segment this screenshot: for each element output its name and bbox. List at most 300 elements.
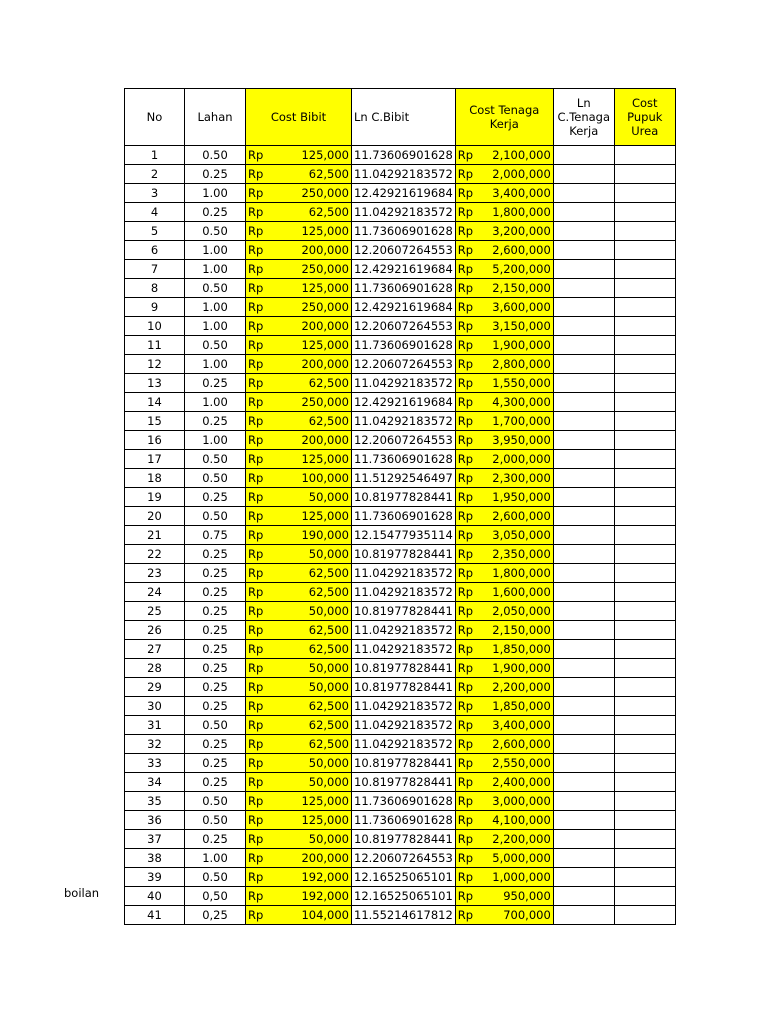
cell-no[interactable]: 30: [125, 697, 185, 716]
cell-cost-pupuk-urea[interactable]: [614, 488, 675, 507]
cell-no[interactable]: 4: [125, 203, 185, 222]
cell-ln-tenaga-kerja[interactable]: [553, 526, 614, 545]
cell-no[interactable]: 12: [125, 355, 185, 374]
cell-lahan[interactable]: 1.00: [185, 393, 246, 412]
cell-cost-pupuk-urea[interactable]: [614, 735, 675, 754]
cell-no[interactable]: 35: [125, 792, 185, 811]
cell-ln-bibit[interactable]: 11.04292183572: [352, 735, 456, 754]
cell-cost-pupuk-urea[interactable]: [614, 773, 675, 792]
table-row: [125, 754, 676, 773]
cell-cost-tenaga-kerja[interactable]: [455, 716, 553, 735]
cell-cost-tenaga-kerja[interactable]: [455, 621, 553, 640]
cell-no[interactable]: 23: [125, 564, 185, 583]
cell-no[interactable]: 28: [125, 659, 185, 678]
cell-lahan[interactable]: 0.50: [185, 450, 246, 469]
cell-ln-tenaga-kerja[interactable]: [553, 716, 614, 735]
cell-ln-bibit[interactable]: 10.81977828441: [352, 488, 456, 507]
cell-lahan[interactable]: 0.50: [185, 811, 246, 830]
cell-lahan[interactable]: 0.25: [185, 374, 246, 393]
cell-no[interactable]: 1: [125, 146, 185, 165]
cell-cost-pupuk-urea[interactable]: [614, 526, 675, 545]
cell-lahan[interactable]: 0.25: [185, 621, 246, 640]
cell-cost-pupuk-urea[interactable]: [614, 564, 675, 583]
cell-ln-bibit[interactable]: 11.04292183572: [352, 716, 456, 735]
cell-cost-tenaga-kerja[interactable]: [455, 298, 553, 317]
cell-cost-bibit[interactable]: [246, 298, 352, 317]
cell-cost-tenaga-kerja[interactable]: [455, 906, 553, 925]
cell-ln-tenaga-kerja[interactable]: [553, 165, 614, 184]
cell-cost-tenaga-kerja[interactable]: [455, 659, 553, 678]
cell-lahan[interactable]: 0.25: [185, 564, 246, 583]
cell-ln-tenaga-kerja[interactable]: [553, 659, 614, 678]
cell-no[interactable]: 7: [125, 260, 185, 279]
cell-ln-tenaga-kerja[interactable]: [553, 374, 614, 393]
currency-label: Rp: [457, 167, 474, 181]
cell-lahan[interactable]: 0.50: [185, 507, 246, 526]
cell-ln-bibit[interactable]: 11.73606901628: [352, 222, 456, 241]
cell-ln-bibit[interactable]: 12.42921619684: [352, 260, 456, 279]
cell-ln-bibit[interactable]: 11.73606901628: [352, 336, 456, 355]
cell-ln-tenaga-kerja[interactable]: [553, 849, 614, 868]
cell-no[interactable]: 20: [125, 507, 185, 526]
cell-ln-tenaga-kerja[interactable]: [553, 868, 614, 887]
cell-ln-tenaga-kerja[interactable]: [553, 488, 614, 507]
cell-no[interactable]: 29: [125, 678, 185, 697]
cell-no[interactable]: 6: [125, 241, 185, 260]
cell-lahan[interactable]: 1.00: [185, 849, 246, 868]
cell-lahan[interactable]: 0.25: [185, 754, 246, 773]
cell-cost-bibit[interactable]: [246, 849, 352, 868]
cell-lahan[interactable]: 0.50: [185, 716, 246, 735]
cell-cost-pupuk-urea[interactable]: [614, 792, 675, 811]
cell-ln-bibit[interactable]: 12.42921619684: [352, 393, 456, 412]
cell-cost-bibit[interactable]: [246, 716, 352, 735]
cell-cost-bibit[interactable]: [246, 773, 352, 792]
cell-cost-tenaga-kerja[interactable]: [455, 830, 553, 849]
cell-no[interactable]: 19: [125, 488, 185, 507]
cell-cost-pupuk-urea[interactable]: [614, 811, 675, 830]
cell-no[interactable]: 33: [125, 754, 185, 773]
cell-lahan[interactable]: 0.50: [185, 469, 246, 488]
cost-tenaga-value: 3,950,000: [492, 433, 551, 447]
cell-lahan[interactable]: 1.00: [185, 298, 246, 317]
currency-label: Rp: [248, 186, 264, 200]
cell-ln-bibit[interactable]: 12.42921619684: [352, 298, 456, 317]
currency-label: Rp: [248, 452, 264, 466]
cell-no[interactable]: 10: [125, 317, 185, 336]
cell-ln-tenaga-kerja[interactable]: [553, 317, 614, 336]
cell-cost-pupuk-urea[interactable]: [614, 868, 675, 887]
cell-cost-bibit[interactable]: [246, 355, 352, 374]
cell-ln-tenaga-kerja[interactable]: [553, 355, 614, 374]
cell-cost-tenaga-kerja[interactable]: [455, 488, 553, 507]
cell-cost-bibit[interactable]: [246, 412, 352, 431]
cell-cost-pupuk-urea[interactable]: [614, 469, 675, 488]
cell-cost-bibit[interactable]: [246, 241, 352, 260]
cell-lahan[interactable]: 1.00: [185, 355, 246, 374]
cell-cost-tenaga-kerja[interactable]: [455, 773, 553, 792]
cell-ln-bibit[interactable]: 12.16525065101: [352, 887, 456, 906]
cell-no[interactable]: 22: [125, 545, 185, 564]
cell-lahan[interactable]: 0.25: [185, 488, 246, 507]
cell-cost-pupuk-urea[interactable]: [614, 431, 675, 450]
cell-ln-bibit[interactable]: 11.04292183572: [352, 165, 456, 184]
cell-cost-tenaga-kerja[interactable]: [455, 849, 553, 868]
cell-ln-bibit[interactable]: 11.04292183572: [352, 374, 456, 393]
cell-cost-bibit[interactable]: [246, 830, 352, 849]
cell-ln-tenaga-kerja[interactable]: [553, 621, 614, 640]
cell-ln-bibit[interactable]: 11.04292183572: [352, 583, 456, 602]
cell-cost-pupuk-urea[interactable]: [614, 545, 675, 564]
cell-cost-bibit[interactable]: [246, 450, 352, 469]
cell-no[interactable]: 24: [125, 583, 185, 602]
cell-no[interactable]: 31: [125, 716, 185, 735]
cell-lahan[interactable]: 0.25: [185, 697, 246, 716]
cell-ln-bibit[interactable]: 11.73606901628: [352, 507, 456, 526]
cell-cost-pupuk-urea[interactable]: [614, 659, 675, 678]
cell-lahan[interactable]: 1.00: [185, 431, 246, 450]
cell-ln-tenaga-kerja[interactable]: [553, 450, 614, 469]
cell-ln-tenaga-kerja[interactable]: [553, 773, 614, 792]
cell-cost-pupuk-urea[interactable]: [614, 241, 675, 260]
cell-cost-bibit[interactable]: [246, 678, 352, 697]
cell-cost-pupuk-urea[interactable]: [614, 298, 675, 317]
cell-no[interactable]: 9: [125, 298, 185, 317]
cell-cost-pupuk-urea[interactable]: [614, 279, 675, 298]
cell-no[interactable]: 34: [125, 773, 185, 792]
cell-lahan[interactable]: 0.50: [185, 868, 246, 887]
cell-cost-tenaga-kerja[interactable]: [455, 564, 553, 583]
cell-cost-tenaga-kerja[interactable]: [455, 260, 553, 279]
cell-no[interactable]: 17: [125, 450, 185, 469]
cell-lahan[interactable]: 0.25: [185, 659, 246, 678]
cell-ln-tenaga-kerja[interactable]: [553, 697, 614, 716]
cell-ln-bibit[interactable]: 11.04292183572: [352, 564, 456, 583]
cell-cost-bibit[interactable]: [246, 393, 352, 412]
cell-cost-bibit[interactable]: [246, 887, 352, 906]
cell-lahan[interactable]: 0.25: [185, 602, 246, 621]
cell-lahan[interactable]: 1.00: [185, 260, 246, 279]
cell-cost-tenaga-kerja[interactable]: [455, 450, 553, 469]
cell-cost-pupuk-urea[interactable]: [614, 640, 675, 659]
cell-ln-tenaga-kerja[interactable]: [553, 887, 614, 906]
cell-lahan[interactable]: 0.50: [185, 792, 246, 811]
cost-bibit-value: 62,500: [308, 623, 349, 637]
cell-cost-bibit[interactable]: [246, 602, 352, 621]
cell-ln-bibit[interactable]: 11.04292183572: [352, 203, 456, 222]
cell-lahan[interactable]: 0.25: [185, 412, 246, 431]
cell-ln-bibit[interactable]: 11.55214617812: [352, 906, 456, 925]
cell-cost-tenaga-kerja[interactable]: [455, 640, 553, 659]
cell-cost-bibit[interactable]: [246, 792, 352, 811]
cell-cost-pupuk-urea[interactable]: [614, 621, 675, 640]
cell-cost-tenaga-kerja[interactable]: [455, 184, 553, 203]
cell-ln-tenaga-kerja[interactable]: [553, 184, 614, 203]
cell-ln-bibit[interactable]: 11.04292183572: [352, 621, 456, 640]
cell-cost-bibit[interactable]: [246, 336, 352, 355]
cell-no[interactable]: 5: [125, 222, 185, 241]
cell-lahan[interactable]: 1.00: [185, 184, 246, 203]
cell-ln-tenaga-kerja[interactable]: [553, 583, 614, 602]
cell-cost-pupuk-urea[interactable]: [614, 336, 675, 355]
cell-cost-tenaga-kerja[interactable]: [455, 792, 553, 811]
cell-lahan[interactable]: 0,50: [185, 887, 246, 906]
cell-ln-bibit[interactable]: 12.20607264553: [352, 849, 456, 868]
cell-ln-bibit[interactable]: 12.20607264553: [352, 355, 456, 374]
cell-cost-bibit[interactable]: [246, 507, 352, 526]
cell-no[interactable]: 39: [125, 868, 185, 887]
cell-ln-bibit[interactable]: 11.73606901628: [352, 811, 456, 830]
cell-no[interactable]: 41: [125, 906, 185, 925]
cell-cost-bibit[interactable]: [246, 906, 352, 925]
cell-ln-bibit[interactable]: 12.16525065101: [352, 868, 456, 887]
cell-cost-pupuk-urea[interactable]: [614, 507, 675, 526]
cell-ln-tenaga-kerja[interactable]: [553, 754, 614, 773]
cell-cost-pupuk-urea[interactable]: [614, 184, 675, 203]
cell-cost-pupuk-urea[interactable]: [614, 716, 675, 735]
cost-bibit-value: 200,000: [301, 357, 349, 371]
cost-bibit-value: 125,000: [301, 813, 349, 827]
cell-ln-tenaga-kerja[interactable]: [553, 222, 614, 241]
cell-cost-bibit[interactable]: [246, 811, 352, 830]
cell-cost-bibit[interactable]: [246, 184, 352, 203]
cell-ln-tenaga-kerja[interactable]: [553, 830, 614, 849]
cell-lahan[interactable]: 0.25: [185, 203, 246, 222]
cell-ln-bibit[interactable]: 10.81977828441: [352, 773, 456, 792]
cell-ln-tenaga-kerja[interactable]: [553, 393, 614, 412]
cell-cost-bibit[interactable]: [246, 526, 352, 545]
cell-cost-pupuk-urea[interactable]: [614, 906, 675, 925]
cell-cost-pupuk-urea[interactable]: [614, 849, 675, 868]
cell-cost-tenaga-kerja[interactable]: [455, 203, 553, 222]
cell-cost-tenaga-kerja[interactable]: [455, 146, 553, 165]
cell-cost-pupuk-urea[interactable]: [614, 830, 675, 849]
cell-cost-tenaga-kerja[interactable]: [455, 393, 553, 412]
cell-cost-pupuk-urea[interactable]: [614, 412, 675, 431]
cell-lahan[interactable]: 0.25: [185, 640, 246, 659]
cell-cost-tenaga-kerja[interactable]: [455, 279, 553, 298]
cell-no[interactable]: 2: [125, 165, 185, 184]
cell-ln-tenaga-kerja[interactable]: [553, 564, 614, 583]
cell-ln-tenaga-kerja[interactable]: [553, 431, 614, 450]
cell-lahan[interactable]: 0.25: [185, 735, 246, 754]
cell-ln-tenaga-kerja[interactable]: [553, 602, 614, 621]
cell-cost-pupuk-urea[interactable]: [614, 355, 675, 374]
cell-ln-tenaga-kerja[interactable]: [553, 735, 614, 754]
cell-ln-bibit[interactable]: 11.51292546497: [352, 469, 456, 488]
cell-cost-bibit[interactable]: [246, 564, 352, 583]
cell-ln-tenaga-kerja[interactable]: [553, 260, 614, 279]
cell-cost-bibit[interactable]: [246, 640, 352, 659]
cell-cost-bibit[interactable]: [246, 165, 352, 184]
cell-no[interactable]: 21: [125, 526, 185, 545]
cell-cost-tenaga-kerja[interactable]: [455, 754, 553, 773]
cell-cost-pupuk-urea[interactable]: [614, 754, 675, 773]
cell-cost-tenaga-kerja[interactable]: [455, 735, 553, 754]
cell-ln-bibit[interactable]: 10.81977828441: [352, 754, 456, 773]
cost-bibit-value: 50,000: [308, 490, 349, 504]
cell-ln-bibit[interactable]: 10.81977828441: [352, 830, 456, 849]
cell-ln-bibit[interactable]: 10.81977828441: [352, 545, 456, 564]
cell-ln-bibit[interactable]: 12.20607264553: [352, 317, 456, 336]
cell-lahan[interactable]: 0.50: [185, 222, 246, 241]
currency-label: Rp: [457, 509, 474, 523]
cell-cost-tenaga-kerja[interactable]: [455, 412, 553, 431]
cell-ln-tenaga-kerja[interactable]: [553, 412, 614, 431]
cell-ln-bibit[interactable]: 12.20607264553: [352, 241, 456, 260]
cell-ln-bibit[interactable]: 11.73606901628: [352, 792, 456, 811]
cell-ln-bibit[interactable]: 10.81977828441: [352, 602, 456, 621]
cell-cost-bibit[interactable]: [246, 260, 352, 279]
cell-cost-pupuk-urea[interactable]: [614, 602, 675, 621]
cell-cost-bibit[interactable]: [246, 488, 352, 507]
cell-cost-tenaga-kerja[interactable]: [455, 317, 553, 336]
cell-cost-tenaga-kerja[interactable]: [455, 165, 553, 184]
cell-ln-tenaga-kerja[interactable]: [553, 811, 614, 830]
cell-cost-bibit[interactable]: [246, 222, 352, 241]
cell-cost-bibit[interactable]: [246, 735, 352, 754]
cell-cost-tenaga-kerja[interactable]: [455, 678, 553, 697]
cell-no[interactable]: 11: [125, 336, 185, 355]
cell-cost-pupuk-urea[interactable]: [614, 260, 675, 279]
cell-cost-tenaga-kerja[interactable]: [455, 697, 553, 716]
cell-no[interactable]: 26: [125, 621, 185, 640]
cell-cost-pupuk-urea[interactable]: [614, 583, 675, 602]
cell-cost-tenaga-kerja[interactable]: [455, 811, 553, 830]
cell-cost-pupuk-urea[interactable]: [614, 697, 675, 716]
cell-cost-bibit[interactable]: [246, 469, 352, 488]
cell-ln-bibit[interactable]: 10.81977828441: [352, 678, 456, 697]
cell-cost-pupuk-urea[interactable]: [614, 393, 675, 412]
cell-cost-bibit[interactable]: [246, 754, 352, 773]
cell-lahan[interactable]: 0.75: [185, 526, 246, 545]
cell-ln-bibit[interactable]: 12.42921619684: [352, 184, 456, 203]
cell-ln-tenaga-kerja[interactable]: [553, 279, 614, 298]
cell-cost-pupuk-urea[interactable]: [614, 678, 675, 697]
cell-lahan[interactable]: 0.25: [185, 773, 246, 792]
cell-no[interactable]: 38: [125, 849, 185, 868]
cell-lahan[interactable]: 0.50: [185, 279, 246, 298]
cell-no[interactable]: 8: [125, 279, 185, 298]
cell-cost-tenaga-kerja[interactable]: [455, 241, 553, 260]
cell-cost-bibit[interactable]: [246, 583, 352, 602]
cell-lahan[interactable]: 0.25: [185, 830, 246, 849]
cell-cost-pupuk-urea[interactable]: [614, 222, 675, 241]
cell-no[interactable]: 3: [125, 184, 185, 203]
currency-label: Rp: [457, 395, 474, 409]
cell-ln-tenaga-kerja[interactable]: [553, 792, 614, 811]
cost-bibit-value: 190,000: [301, 528, 349, 542]
cell-cost-tenaga-kerja[interactable]: [455, 526, 553, 545]
cell-no[interactable]: 16: [125, 431, 185, 450]
cell-cost-tenaga-kerja[interactable]: [455, 355, 553, 374]
cell-lahan[interactable]: 1.00: [185, 317, 246, 336]
cell-no[interactable]: 25: [125, 602, 185, 621]
cell-no[interactable]: 14: [125, 393, 185, 412]
cell-lahan[interactable]: 0.25: [185, 678, 246, 697]
cell-cost-bibit[interactable]: [246, 431, 352, 450]
cell-ln-bibit[interactable]: 12.20607264553: [352, 431, 456, 450]
cell-cost-pupuk-urea[interactable]: [614, 146, 675, 165]
cell-no[interactable]: 15: [125, 412, 185, 431]
cell-cost-bibit[interactable]: [246, 659, 352, 678]
cell-ln-bibit[interactable]: 11.04292183572: [352, 640, 456, 659]
cell-ln-tenaga-kerja[interactable]: [553, 678, 614, 697]
cell-cost-pupuk-urea[interactable]: [614, 317, 675, 336]
cell-cost-pupuk-urea[interactable]: [614, 374, 675, 393]
cell-ln-tenaga-kerja[interactable]: [553, 336, 614, 355]
cell-ln-tenaga-kerja[interactable]: [553, 298, 614, 317]
cell-ln-tenaga-kerja[interactable]: [553, 469, 614, 488]
cell-ln-tenaga-kerja[interactable]: [553, 906, 614, 925]
cell-lahan[interactable]: 0.25: [185, 583, 246, 602]
cell-lahan[interactable]: 0,25: [185, 906, 246, 925]
cell-ln-bibit[interactable]: 11.73606901628: [352, 146, 456, 165]
cell-cost-bibit[interactable]: [246, 621, 352, 640]
cell-cost-tenaga-kerja[interactable]: [455, 583, 553, 602]
currency-label: Rp: [457, 794, 474, 808]
cell-ln-tenaga-kerja[interactable]: [553, 545, 614, 564]
cell-cost-tenaga-kerja[interactable]: [455, 545, 553, 564]
cell-lahan[interactable]: 0.25: [185, 165, 246, 184]
cell-cost-bibit[interactable]: [246, 279, 352, 298]
cell-lahan[interactable]: 0.50: [185, 336, 246, 355]
cell-cost-tenaga-kerja[interactable]: [455, 602, 553, 621]
cell-ln-bibit[interactable]: 11.04292183572: [352, 697, 456, 716]
cell-cost-bibit[interactable]: [246, 374, 352, 393]
cell-cost-bibit[interactable]: [246, 317, 352, 336]
cell-cost-bibit[interactable]: [246, 545, 352, 564]
cell-cost-pupuk-urea[interactable]: [614, 165, 675, 184]
cell-lahan[interactable]: 0.50: [185, 146, 246, 165]
cell-cost-bibit[interactable]: [246, 697, 352, 716]
cell-cost-tenaga-kerja[interactable]: [455, 887, 553, 906]
cell-ln-tenaga-kerja[interactable]: [553, 241, 614, 260]
cell-cost-tenaga-kerja[interactable]: [455, 469, 553, 488]
cell-ln-bibit[interactable]: 12.15477935114: [352, 526, 456, 545]
cell-ln-bibit[interactable]: 11.04292183572: [352, 412, 456, 431]
cell-lahan[interactable]: 0.25: [185, 545, 246, 564]
cell-no[interactable]: 32: [125, 735, 185, 754]
cell-no[interactable]: 18: [125, 469, 185, 488]
cell-cost-bibit[interactable]: [246, 146, 352, 165]
cell-no[interactable]: 40: [125, 887, 185, 906]
cell-cost-tenaga-kerja[interactable]: [455, 868, 553, 887]
cell-cost-pupuk-urea[interactable]: [614, 450, 675, 469]
cell-no[interactable]: 36: [125, 811, 185, 830]
cell-cost-pupuk-urea[interactable]: [614, 203, 675, 222]
cell-cost-tenaga-kerja[interactable]: [455, 336, 553, 355]
cell-cost-tenaga-kerja[interactable]: [455, 374, 553, 393]
cell-no[interactable]: 13: [125, 374, 185, 393]
cell-lahan[interactable]: 1.00: [185, 241, 246, 260]
cell-ln-bibit[interactable]: 11.73606901628: [352, 279, 456, 298]
cell-cost-tenaga-kerja[interactable]: [455, 222, 553, 241]
cell-no[interactable]: 37: [125, 830, 185, 849]
cell-ln-bibit[interactable]: 10.81977828441: [352, 659, 456, 678]
cell-ln-bibit[interactable]: 11.73606901628: [352, 450, 456, 469]
cell-no[interactable]: 27: [125, 640, 185, 659]
cell-cost-pupuk-urea[interactable]: [614, 887, 675, 906]
cell-ln-tenaga-kerja[interactable]: [553, 507, 614, 526]
cell-cost-tenaga-kerja[interactable]: [455, 431, 553, 450]
cell-ln-tenaga-kerja[interactable]: [553, 146, 614, 165]
cell-ln-tenaga-kerja[interactable]: [553, 640, 614, 659]
cell-cost-bibit[interactable]: [246, 868, 352, 887]
cell-ln-tenaga-kerja[interactable]: [553, 203, 614, 222]
cell-cost-tenaga-kerja[interactable]: [455, 507, 553, 526]
cell-cost-bibit[interactable]: [246, 203, 352, 222]
